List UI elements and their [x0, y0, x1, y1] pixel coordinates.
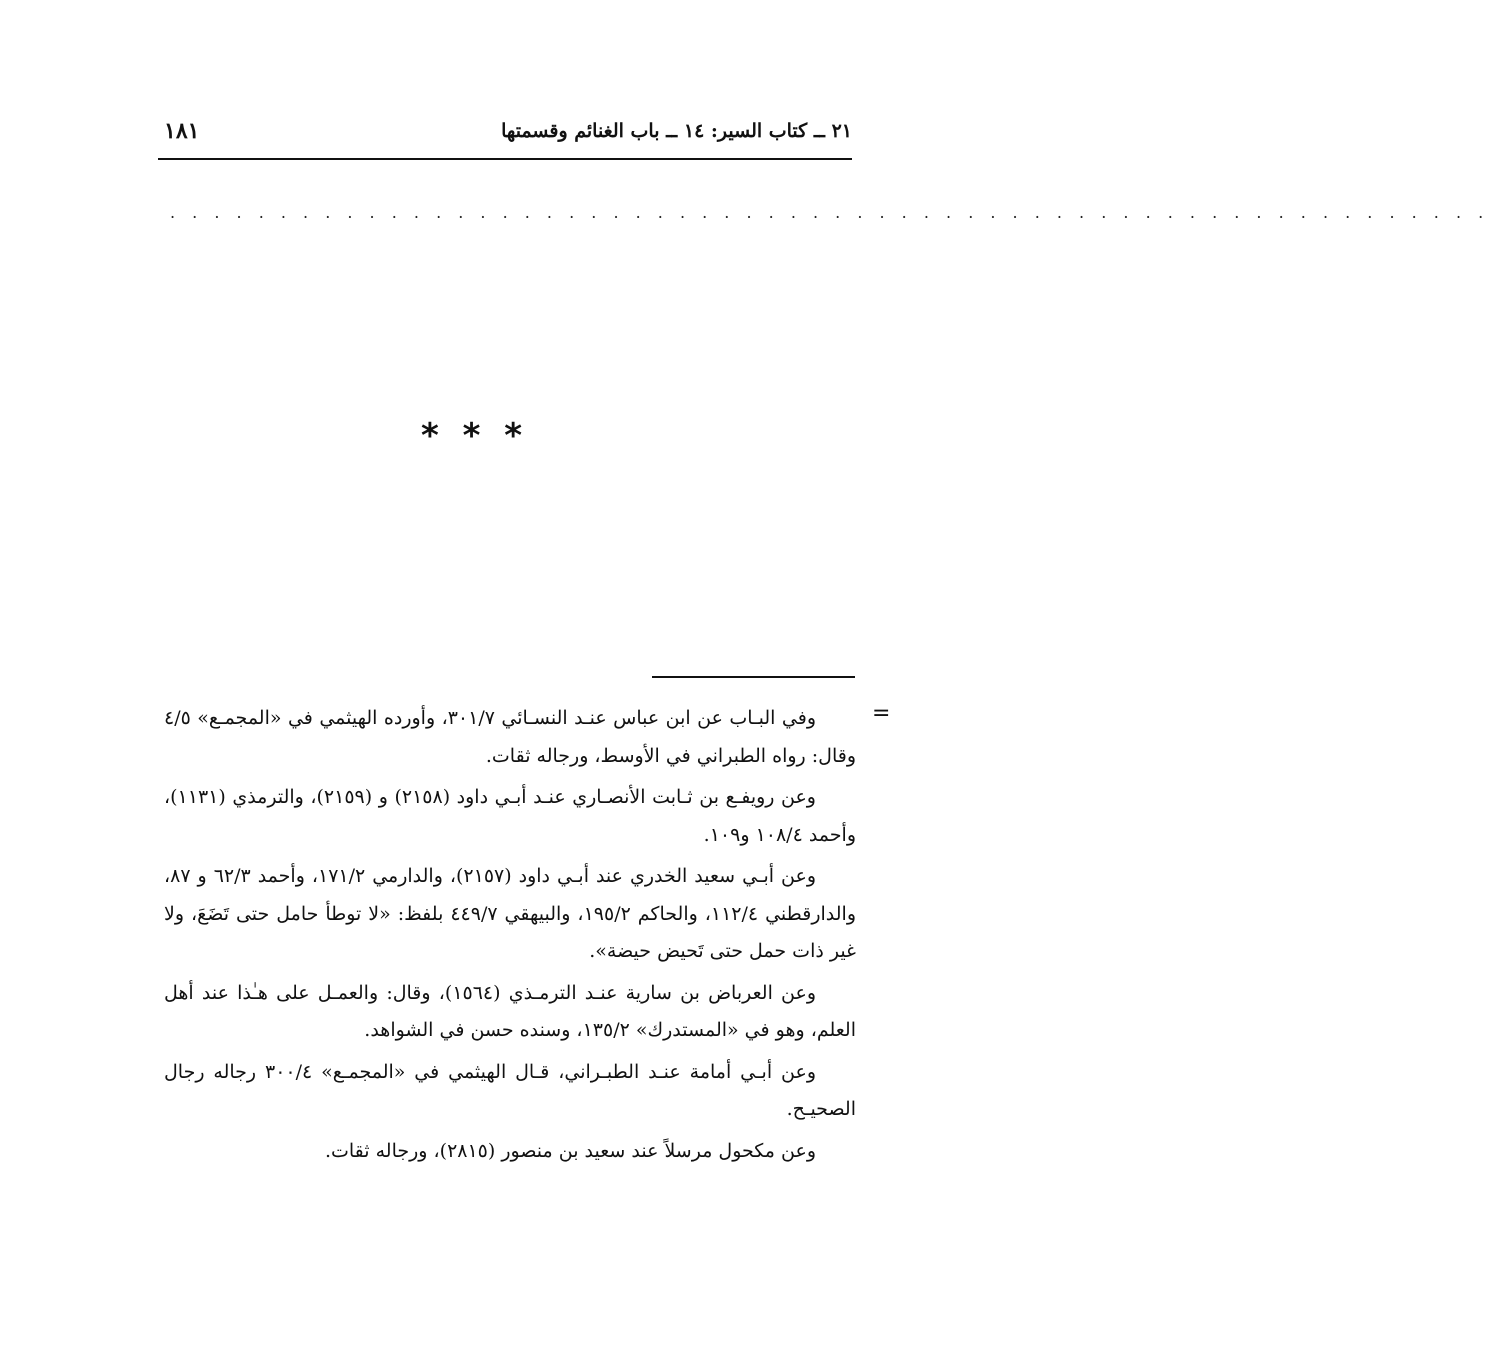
footnote-paragraph: وعن مكحول مرسلاً عند سعيد بن منصور (٢٨١٥)، ورجاله ثقات.: [324, 1139, 816, 1162]
footnote-rule: [652, 676, 855, 678]
continuation-mark: =: [872, 701, 891, 726]
footnote-paragraph: وعن أبـي سعيد الخدري عند أبـي داود (٢١٥٧)، والدارمي ١٧١/٢، وأحمد ٦٢/٣ و ٨٧، والدارقطني ١١٢/٤، والحاكم ١٩٥/٢، والبيهقي ٤٤٩/٧ بلفظ: «لا توطأ حامل حتى تَضَعَ، ولا غير ذات حمل حتى تَحيض حيضة».: [164, 865, 856, 962]
footnotes: [164, 700, 856, 1174]
page-number: ١٨١: [164, 118, 200, 144]
footnote-paragraph: وفي البـاب عن ابن عباس عنـد النسـائي ٣٠١/٧، وأورده الهيثمي في «المجمـع» ٤/٥ وقال: رواه الطبراني في الأوسط، ورجاله ثقات.: [164, 707, 856, 767]
footnote-paragraph: وعن أبـي أمامة عنـد الطبـراني، قـال الهيثمي في «المجمـع» ٣٠٠/٤ رجاله رجال الصحيـح.: [164, 1060, 856, 1120]
section-break-stars: * * *: [420, 416, 528, 456]
header-rule: [158, 158, 852, 160]
omission-dots: . . . . . . . . . . . . . . . . . . . . . . . . . . . . . . . . . . . . . . . . . . . . . . . . . . . . . . . . . . . .: [170, 203, 1489, 222]
page-header: [158, 116, 852, 150]
footnote-paragraph: وعن رويفـع بن ثـابت الأنصـاري عنـد أبـي داود (٢١٥٨) و (٢١٥٩)، والترمذي (١١٣١)، وأحمد ١٠٨/٤ و١٠٩.: [164, 786, 856, 846]
running-title: ٢١ ــ كتاب السير: ١٤ ــ باب الغنائم وقسمتها: [501, 120, 852, 142]
footnote-paragraph: وعن العرباض بن سارية عنـد الترمـذي (١٥٦٤)، وقال: والعمـل على هـٰذا عند أهل العلم، وهو في «المستدرك» ١٣٥/٢، وسنده حسن في الشواهد.: [164, 981, 856, 1041]
